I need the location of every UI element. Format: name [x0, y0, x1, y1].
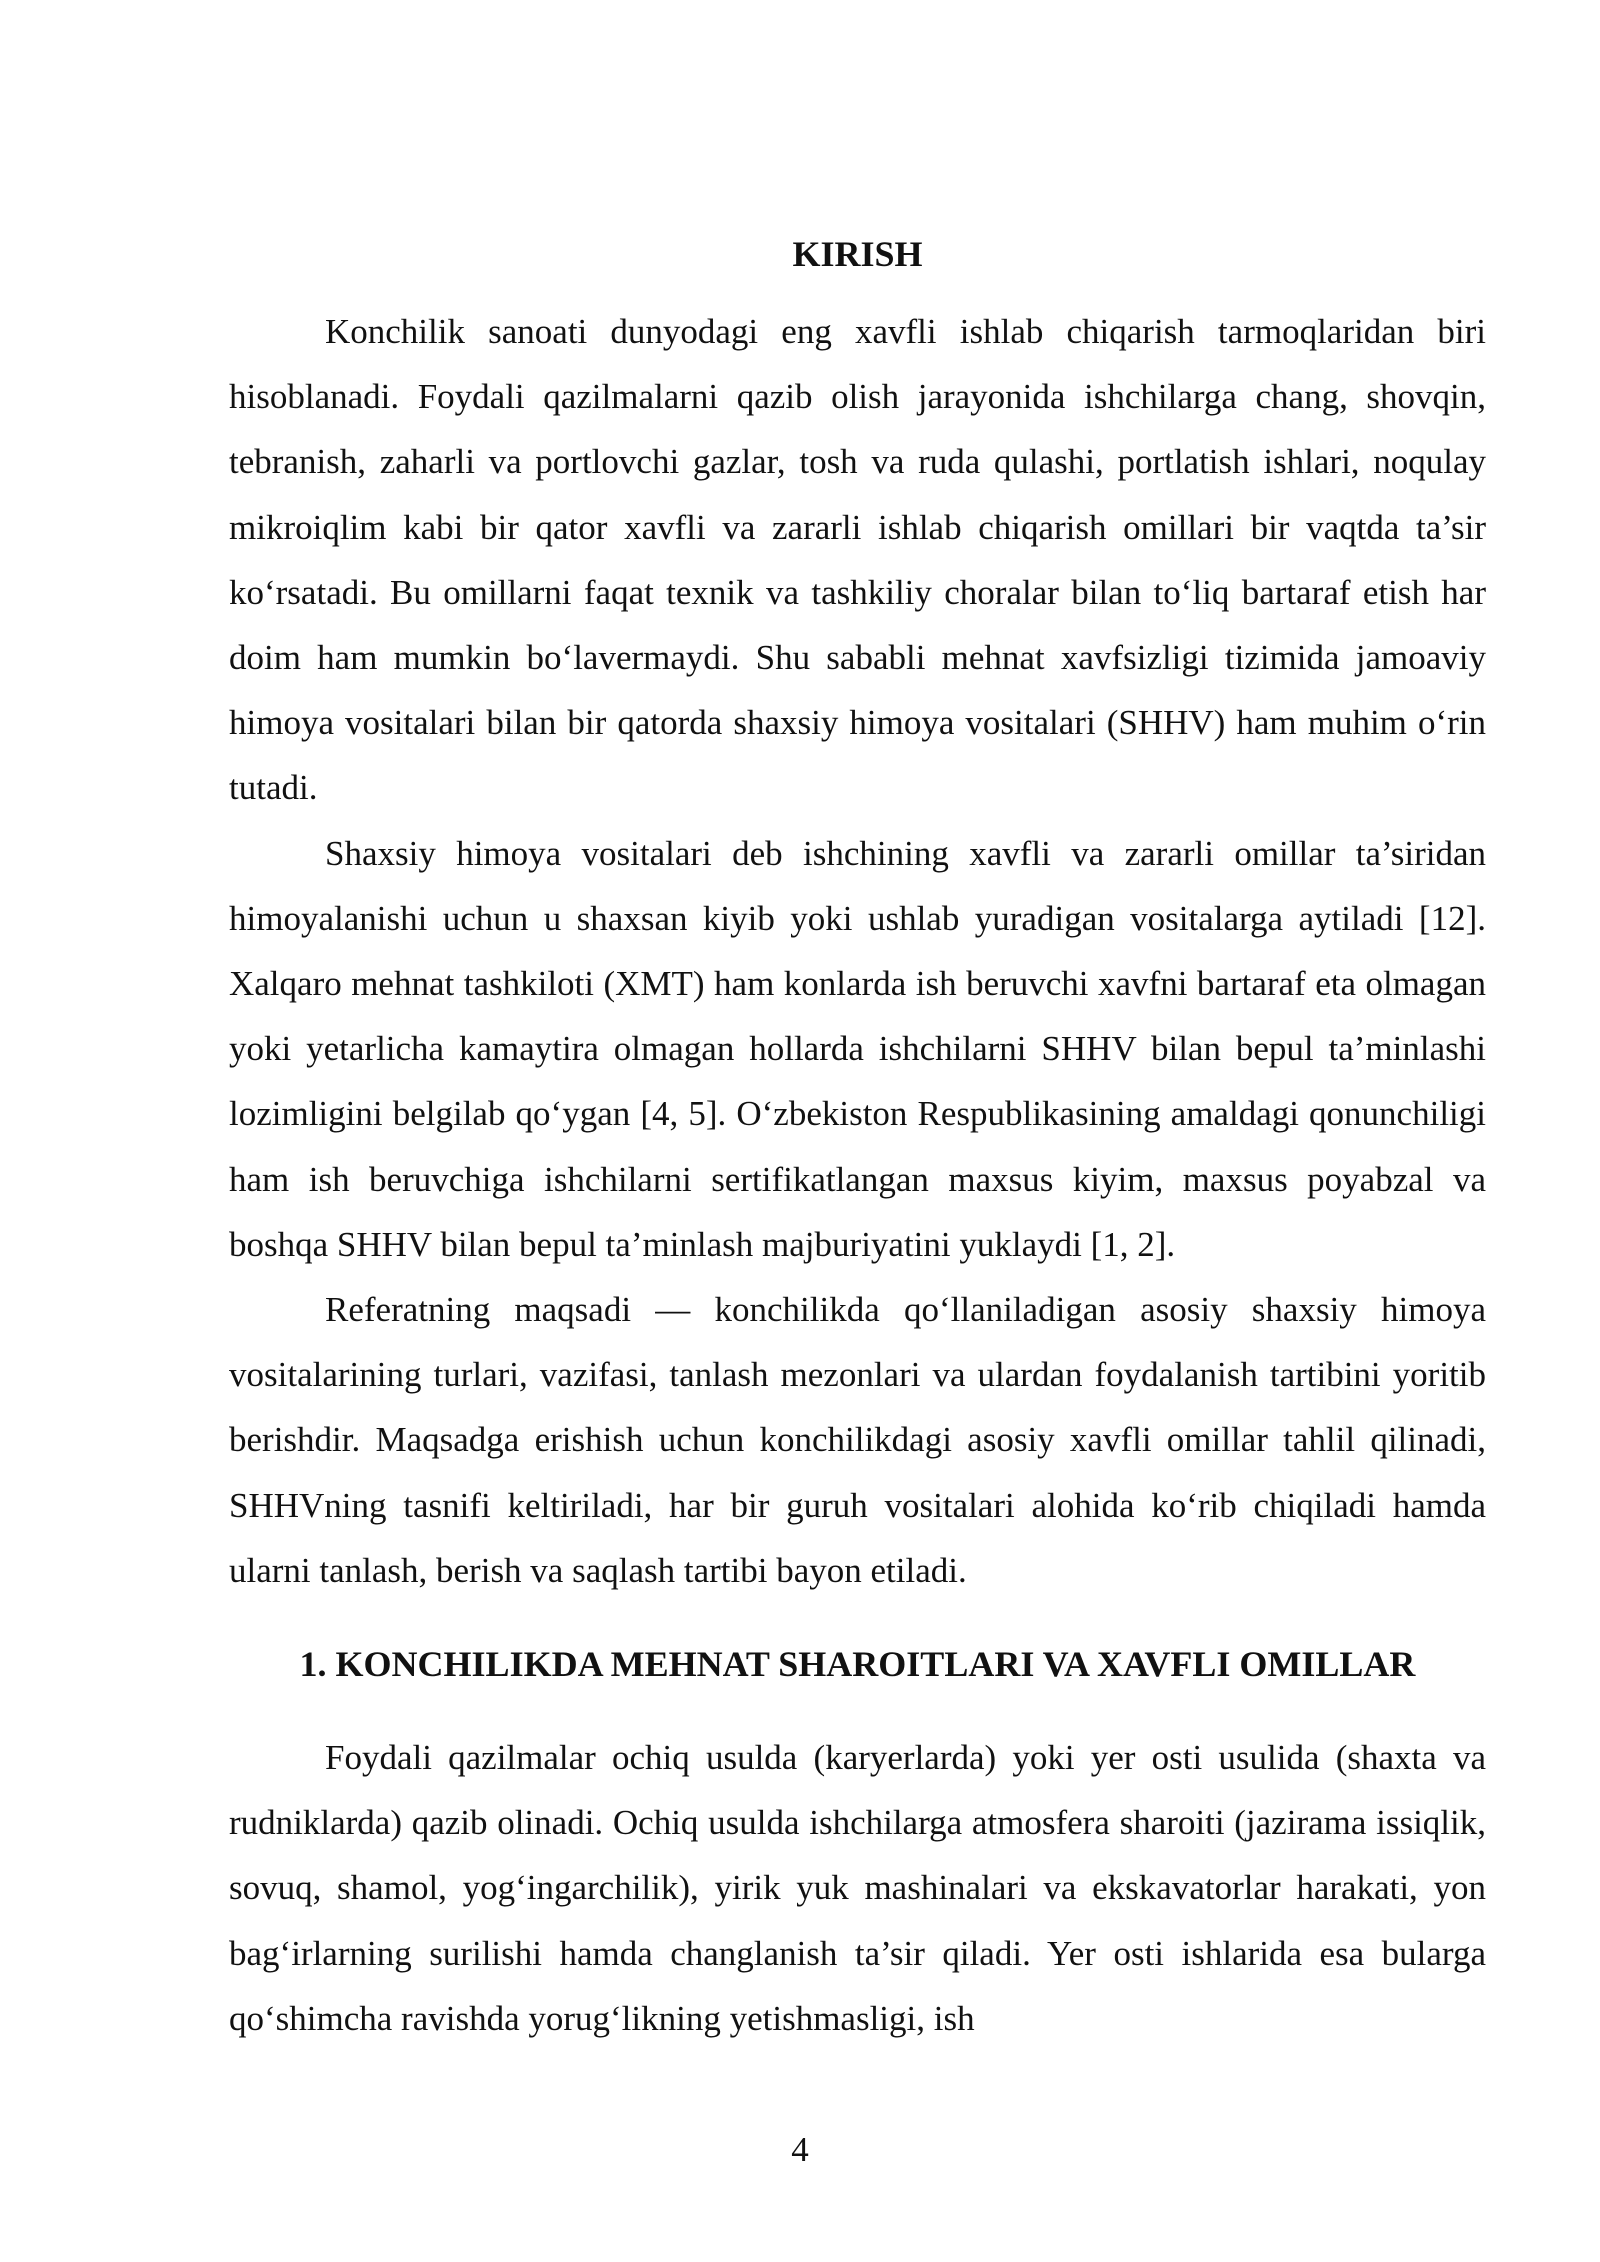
section1-paragraph-1: Foydali qazilmalar ochiq usulda (karyerlarda) yoki yer osti usulida (shaxta va rudniklarda) qazib olinadi. Ochiq usulda ishchilarga atmosfera sharoiti (jazirama issiqlik, sovuq, shamol, yog‘ingarchilik), yirik yuk mashinalari va ekskavatorlar harakati, yon bag‘irlarning surilishi hamda changlanish ta’sir qiladi. Yer osti ishlarida esa bularga qo‘shimcha ravishda yorug‘likning yetishmasligi, ish — [229, 1738, 1486, 2038]
spacer — [229, 287, 1486, 299]
intro-paragraph-2: Shaxsiy himoya vositalari deb ishchining xavfli va zararli omillar ta’siridan himoyalanishi uchun u shaxsan kiyib yoki ushlab yuradigan vositalarga aytiladi [12]. Xalqaro mehnat tashkiloti (XMT) ham konlarda ish beruvchi xavfni bartaraf eta olmagan yoki yetarlicha kamaytira olmagan hollarda ishchilarni SHHV bilan bepul ta’minlashi lozimligini belgilab qo‘ygan [4, 5]. O‘zbekiston Respublikasining amaldagi qonunchiligi ham ish beruvchiga ishchilarni sertifikatlangan maxsus kiyim, maxsus poyabzal va boshqa SHHV bilan bepul ta’minlash majburiyatini yuklaydi [1, 2]. — [229, 833, 1486, 1264]
page-content — [229, 222, 1486, 2051]
section-title-1: 1. KONCHILIKDA MEHNAT SHAROITLARI VA XAVFLI OMILLAR — [299, 1644, 1416, 1685]
page-number: 4 — [791, 2130, 809, 2169]
intro-paragraph-1: Konchilik sanoati dunyodagi eng xavfli ishlab chiqarish tarmoqlaridan biri hisoblanadi. Foydali qazilmalarni qazib olish jarayonida ishchilarga chang, shovqin, tebranish, zaharli va portlovchi gazlar, tosh va ruda qulashi, portlatish ishlari, noqulay mikroiqlim kabi bir qator xavfli va zararli ishlab chiqarish omillari bir vaqtda ta’sir ko‘rsatadi. Bu omillarni faqat texnik va tashkiliy choralar bilan to‘liq bartaraf etish har doim ham mumkin bo‘lavermaydi. Shu sababli mehnat xavfsizligi tizimida jamoaviy himoya vositalari bilan bir qatorda shaxsiy himoya vositalari (SHHV) ham muhim o‘rin tutadi. — [229, 312, 1486, 808]
intro-paragraph-3: Referatning maqsadi — konchilikda qo‘llaniladigan asosiy shaxsiy himoya vositalarining turlari, vazifasi, tanlash mezonlari va ulardan foydalanish tartibini yoritib berishdir. Maqsadga erishish uchun konchilikdagi asosiy xavfli omillar tahlil qilinadi, SHHVning tasnifi keltiriladi, har bir guruh vositalari alohida ko‘rib chiqiladi hamda ularni tanlash, berish va saqlash tartibi bayon etiladi. — [229, 1290, 1486, 1590]
section-title-kirish: KIRISH — [792, 234, 923, 274]
